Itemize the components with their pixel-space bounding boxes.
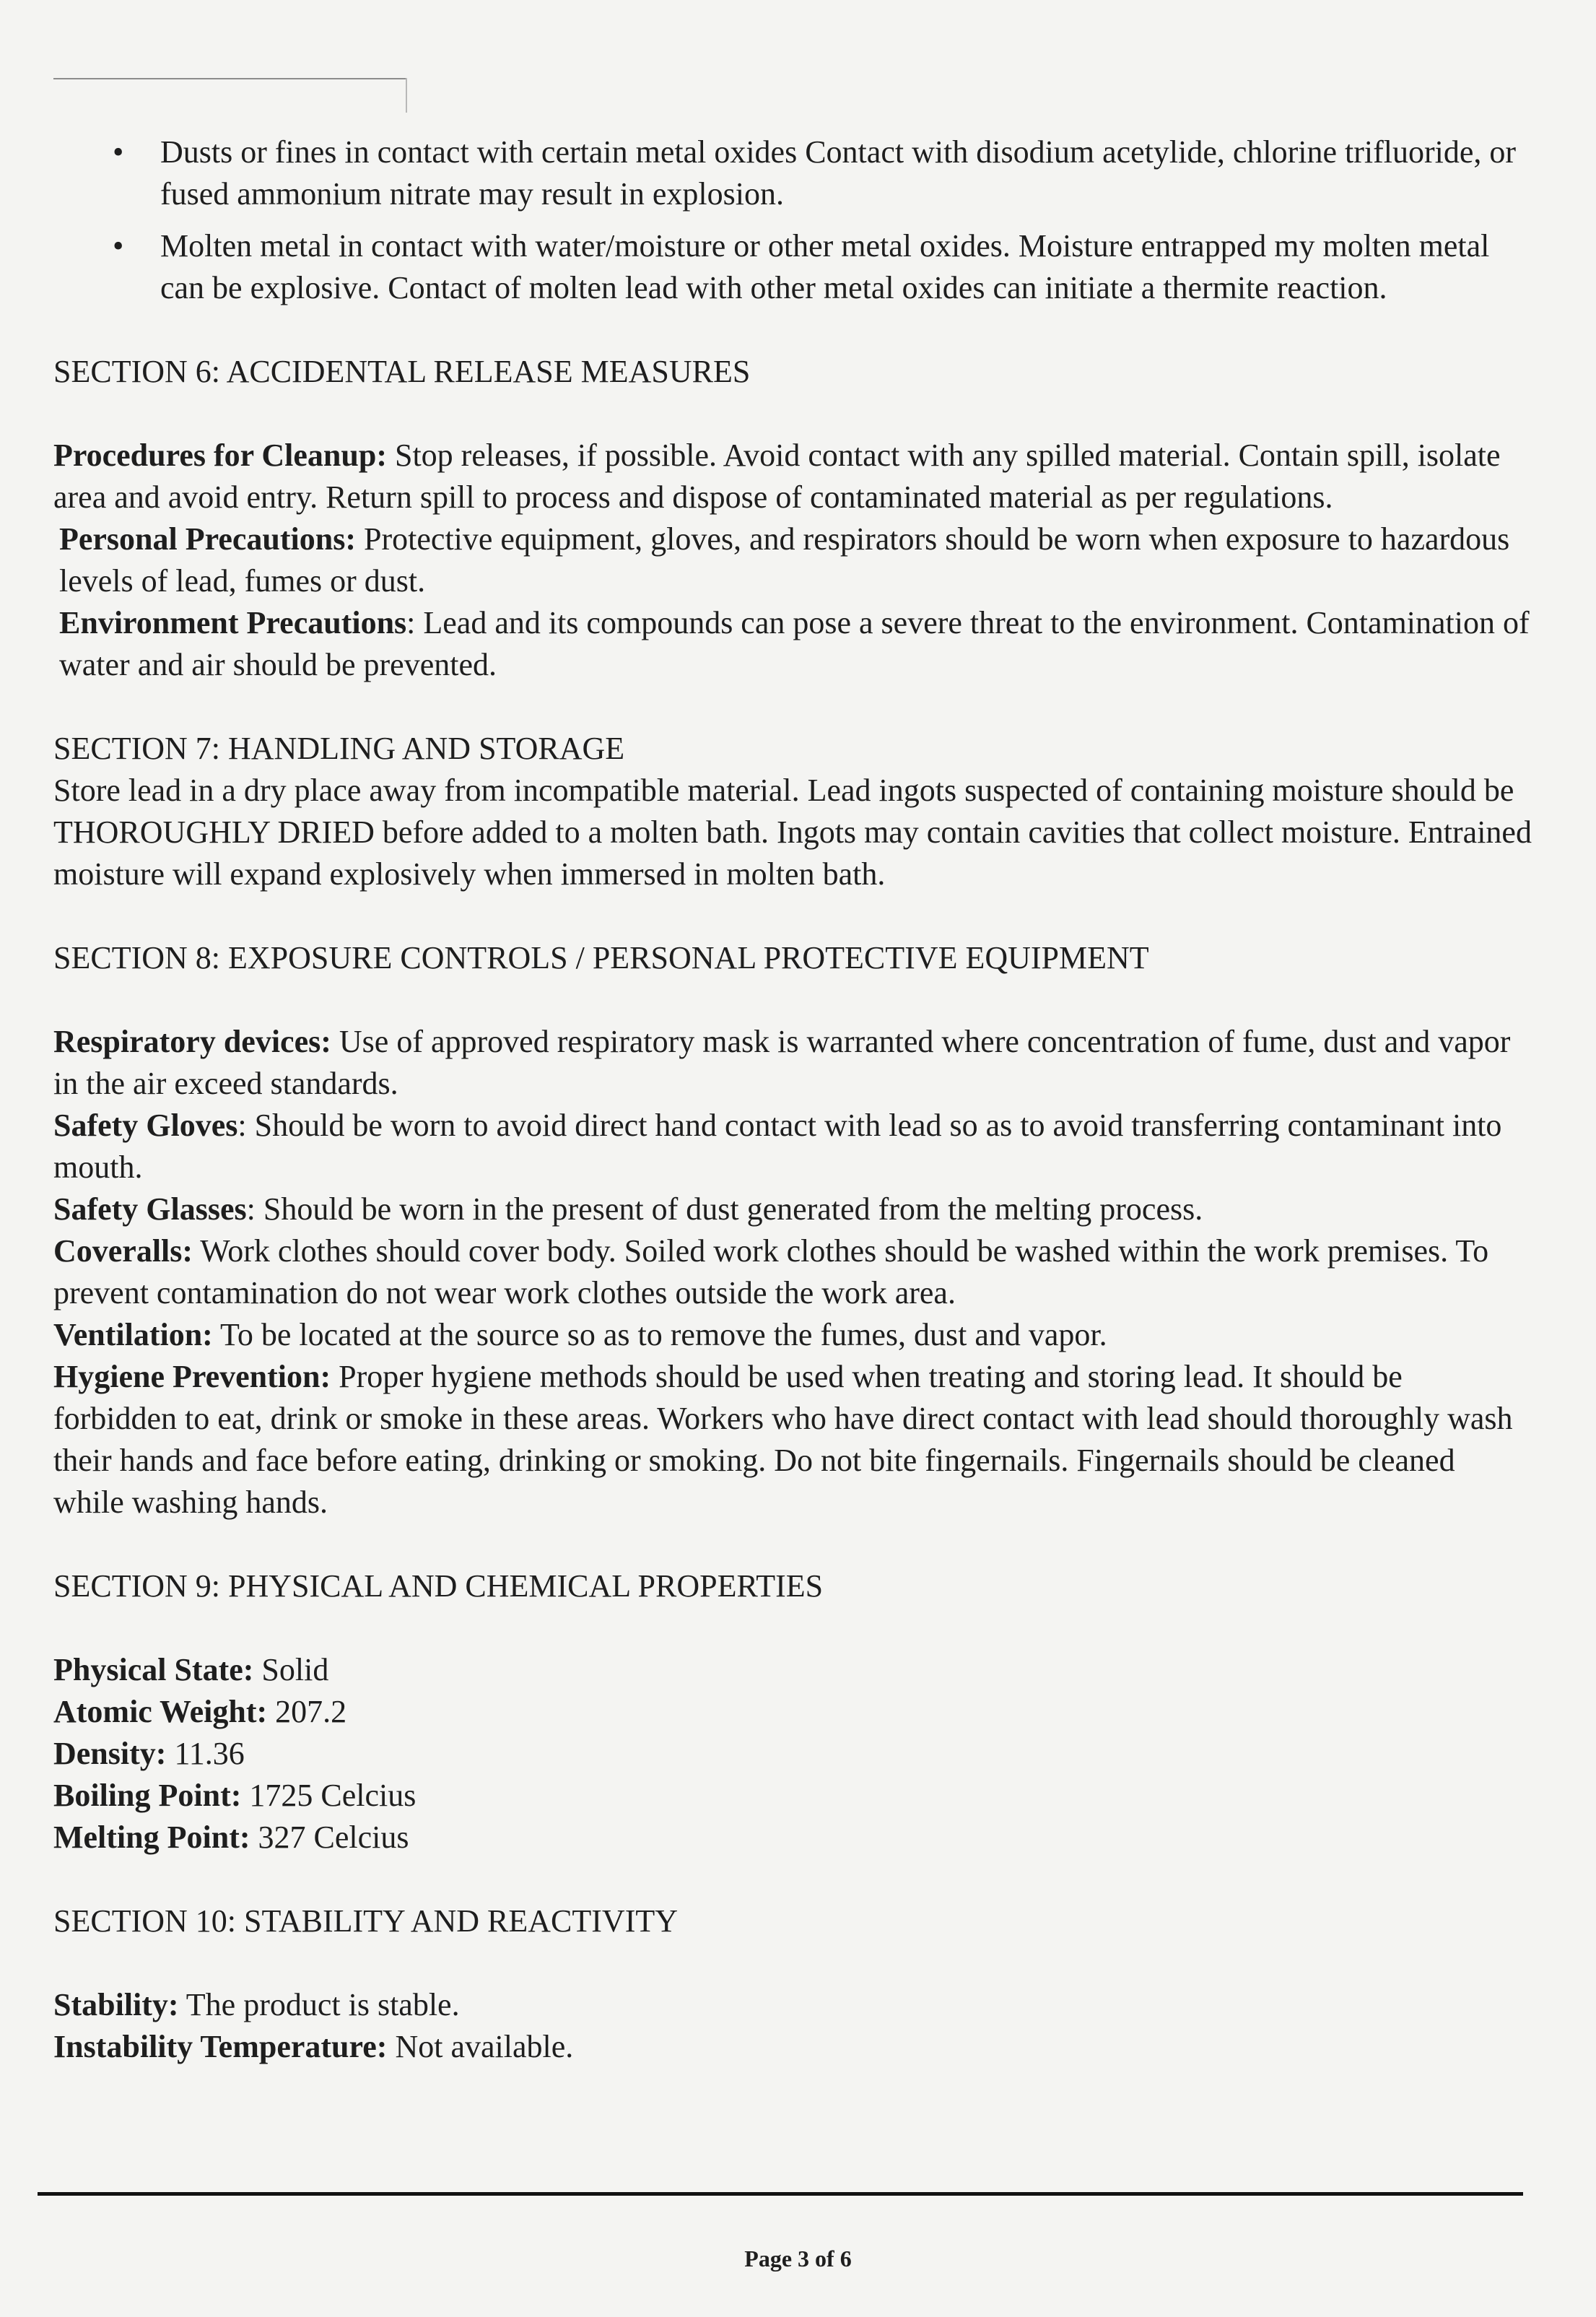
field-environment-precautions: [53, 602, 1533, 686]
field-label: Instability Temperature:: [53, 2029, 388, 2064]
section-6-body: [53, 435, 1533, 686]
field-value: Work clothes should cover body. Soiled work clothes should be washed within the work premises. To prevent contamination do not wear work clothes outside the work area.: [53, 1233, 1489, 1310]
field-stability: [53, 1984, 1533, 2026]
section-8-body: [53, 1021, 1533, 1523]
field-safety-gloves: [53, 1105, 1533, 1188]
field-value: To be located at the source so as to remove the fumes, dust and vapor.: [212, 1317, 1107, 1352]
hazard-bullet-list: [53, 131, 1533, 309]
section-7-heading: SECTION 7: HANDLING AND STORAGE: [53, 731, 625, 766]
section-9-heading: SECTION 9: PHYSICAL AND CHEMICAL PROPERTIES: [53, 1568, 824, 1604]
field-value: Not available.: [387, 2029, 574, 2064]
field-label: Personal Precautions:: [59, 521, 357, 557]
field-respiratory-devices: [53, 1021, 1533, 1105]
field-atomic-weight: [53, 1691, 1533, 1733]
field-label: Respiratory devices:: [53, 1024, 331, 1059]
field-label: Safety Glasses: [53, 1191, 247, 1227]
section-10-heading: SECTION 10: STABILITY AND REACTIVITY: [53, 1903, 679, 1939]
field-value: Use of approved respiratory mask is warranted where concentration of fume, dust and vapor in the air exceed standards.: [53, 1024, 1511, 1101]
field-hygiene-prevention: [53, 1356, 1533, 1523]
field-label: Melting Point:: [53, 1820, 250, 1855]
section-8-heading: SECTION 8: EXPOSURE CONTROLS / PERSONAL PROTECTIVE EQUIPMENT: [53, 940, 1149, 975]
section-10-body: [53, 1984, 1533, 2068]
section-6-heading: SECTION 6: ACCIDENTAL RELEASE MEASURES: [53, 354, 751, 389]
field-value: : Lead and its compounds can pose a severe threat to the environment. Contamination of water and air should be prevented.: [59, 605, 1530, 682]
field-value: 11.36: [166, 1736, 245, 1771]
field-value: 207.2: [267, 1694, 347, 1729]
field-value: Proper hygiene methods should be used when treating and storing lead. It should be forbidden to eat, drink or smoke in these areas. Workers who have direct contact with lead should thoroughly wash their hands and face before eating, drinking or smoking. Do not bite fingernails. Fingernails should be cleaned while washing hands.: [53, 1359, 1513, 1520]
field-value: The product is stable.: [178, 1987, 460, 2022]
field-value: 1725 Celcius: [241, 1778, 417, 1813]
list-item: • Molten metal in contact with water/moisture or other metal oxides. Moisture entrapped my molten metal can be explosive. Contact of molten lead with other metal oxides can initiate a thermite reaction.: [53, 225, 1533, 309]
field-personal-precautions: [53, 518, 1533, 602]
field-melting-point: [53, 1817, 1533, 1859]
top-header-rule-tick: [406, 78, 407, 113]
field-label: Boiling Point:: [53, 1778, 242, 1813]
field-label: Stability:: [53, 1987, 179, 2022]
section-9-body: [53, 1649, 1533, 1859]
section-7-body: Store lead in a dry place away from incompatible material. Lead ingots suspected of containing moisture should be THOROUGHLY DRIED before added to a molten bath. Ingots may contain cavities that collect moisture. Entrained moisture will expand explosively when immersed in molten bath.: [53, 773, 1532, 892]
field-value: Protective equipment, gloves, and respirators should be worn when exposure to hazardous levels of lead, fumes or dust.: [59, 521, 1510, 599]
field-label: Safety Gloves: [53, 1108, 238, 1143]
field-boiling-point: [53, 1775, 1533, 1817]
field-value: : Should be worn to avoid direct hand contact with lead so as to avoid transferring contaminant into mouth.: [53, 1108, 1502, 1185]
field-value: Solid: [253, 1652, 329, 1687]
footer-rule: [38, 2192, 1523, 2196]
field-physical-state: [53, 1649, 1533, 1691]
field-label: Procedures for Cleanup:: [53, 438, 387, 473]
page-number: Page 3 of 6: [744, 2246, 852, 2272]
field-label: Environment Precautions: [59, 605, 407, 640]
field-value: : Should be worn in the present of dust generated from the melting process.: [246, 1191, 1203, 1227]
field-ventilation: [53, 1314, 1533, 1356]
field-density: [53, 1733, 1533, 1775]
field-value: 327 Celcius: [250, 1820, 409, 1855]
list-item: • Dusts or fines in contact with certain metal oxides Contact with disodium acetylide, chlorine trifluoride, or fused ammonium nitrate may result in explosion.: [53, 131, 1533, 215]
field-label: Hygiene Prevention:: [53, 1359, 331, 1394]
field-procedures-for-cleanup: [53, 435, 1533, 518]
field-label: Atomic Weight:: [53, 1694, 268, 1729]
top-header-rule: [53, 78, 407, 79]
field-value: Stop releases, if possible. Avoid contact with any spilled material. Contain spill, isolate area and avoid entry. Return spill to process and dispose of contaminated material as per regulations.: [53, 438, 1501, 515]
document-body: [53, 131, 1533, 2068]
field-instability-temperature: [53, 2026, 1533, 2068]
field-label: Physical State:: [53, 1652, 254, 1687]
field-label: Ventilation:: [53, 1317, 213, 1352]
field-label: Coveralls:: [53, 1233, 193, 1269]
field-label: Density:: [53, 1736, 167, 1771]
field-safety-glasses: [53, 1188, 1533, 1230]
field-coveralls: [53, 1230, 1533, 1314]
